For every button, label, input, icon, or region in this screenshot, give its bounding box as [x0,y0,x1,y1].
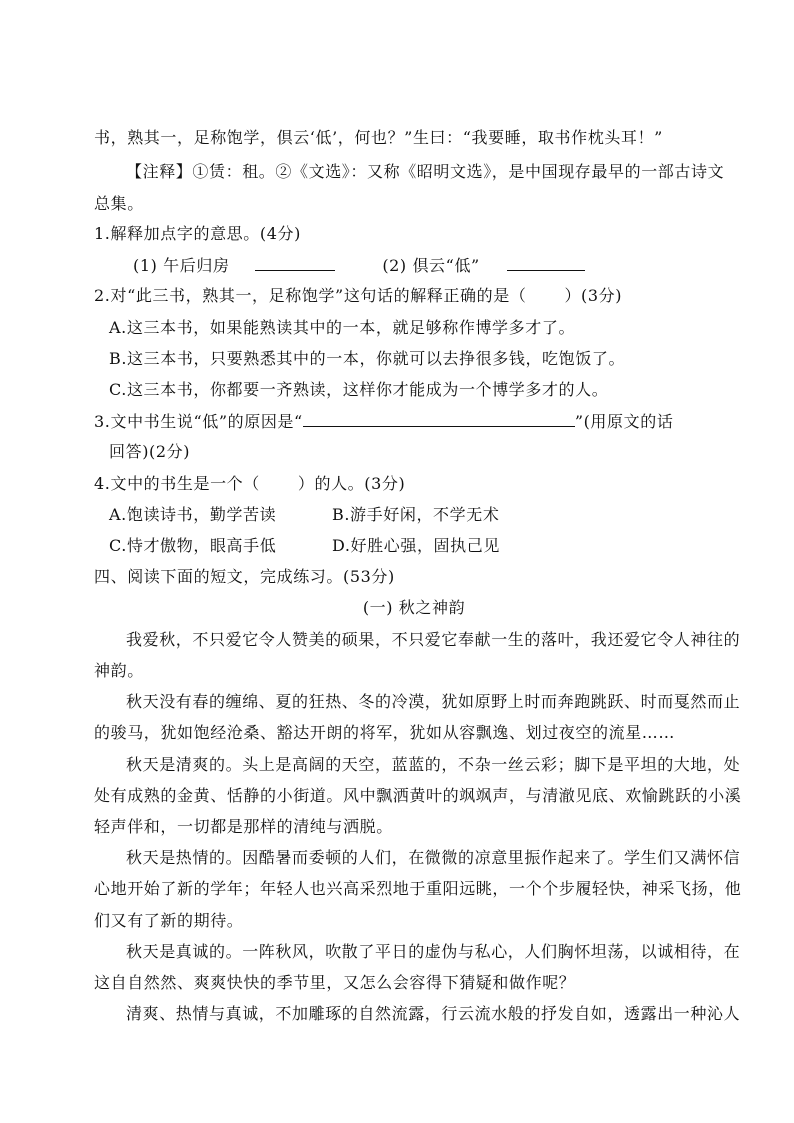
answer-blank[interactable] [255,255,335,271]
paragraph-line: 秋天是清爽的。头上是高阔的天空，蓝蓝的，不杂一丝云彩；脚下是平坦的大地，处 [126,755,741,774]
paragraph-line: 神韵。 [94,661,144,680]
paragraph-line: 们又有了新的期待。 [94,911,244,930]
paragraph-line: 秋天没有春的缠绵、夏的狂热、冬的冷漠，犹如原野上时而奔跑跳跃、时而戛然而止 [126,692,741,711]
question-2-stem-text: 2.对“此三书，熟其一，足称饱学”这句话的解释正确的是（ [94,286,527,305]
answer-blank[interactable] [507,255,585,271]
paragraph-line: 心地开始了新的学年；年轻人也兴高采烈地于重阳远眺，一个个步履轻快，神采飞扬，他 [94,879,742,898]
question-4-row-1 [109,505,734,525]
question-4-option-b[interactable]: B.游手好闲，不学无术 [332,505,500,524]
question-1-item-1: (1) 午后归房 [133,256,230,275]
paragraph-line: 这自自然然、爽爽快快的季节里，又怎么会容得下猜疑和做作呢？ [94,973,576,992]
question-3-stem-end: ”(用原文的话 [574,412,674,431]
question-1-items [133,255,734,276]
note-line: 【注释】①赁：租。②《文选》：又称《昭明文选》，是中国现存最早的一部古诗文 [126,162,725,181]
question-4-stem [94,474,734,494]
question-2-score: ）(3分) [564,286,623,305]
question-3-stem-text: 3.文中书生说“低”的原因是“ [94,412,303,431]
paragraph-line: 轻声伴和，一切都是那样的清纯与洒脱。 [94,817,393,836]
answer-blank[interactable] [303,411,575,427]
question-2-option-b[interactable]: B.这三本书，只要熟悉其中的一本，你就可以去挣很多钱，吃饱饭了。 [109,349,626,368]
question-2-option-c[interactable]: C.这三本书，你都要一齐熟读，这样你才能成为一个博学多才的人。 [109,380,609,399]
paragraph-line: 我爱秋，不只爱它令人赞美的硕果，不只爱它奉献一生的落叶，我还爱它令人神往的 [126,630,741,649]
paragraph-line: 秋天是真诚的。一阵秋风，吹散了平日的虚伪与私心，人们胸怀坦荡，以诚相待，在 [126,942,741,961]
paragraph-line: 清爽、热情与真诚，不加雕琢的自然流露，行云流水般的抒发自如，透露出一种沁人 [126,1004,741,1023]
question-3-line2: 回答)(2分) [109,442,191,461]
question-2-stem [94,286,734,306]
section-4-heading: 四、阅读下面的短文，完成练习。(53分) [94,567,395,586]
paragraph-line: 秋天是热情的。因酷暑而委顿的人们，在微微的凉意里振作起来了。学生们又满怀信 [126,848,741,867]
question-4-option-a[interactable]: A.饱读诗书，勤学苦读 [109,505,277,524]
classical-text-line: 书，熟其一，足称饱学，倶云‘低’，何也？”生曰：“我要睡，取书作枕头耳！” [94,128,663,147]
question-1-item-2: (2) 倶云“低” [382,256,480,275]
paragraph-line: 处有成熟的金黄、恬静的小街道。风中飘洒黄叶的飒飒声，与清澈见底、欢愉跳跃的小溪 [94,786,742,805]
question-2-option-a[interactable]: A.这三本书，如果能熟读其中的一本，就足够称作博学多才了。 [109,318,576,337]
question-4-stem-text: 4.文中的书生是一个（ [94,474,260,493]
note-line: 总集。 [94,194,144,213]
question-4-row-2 [109,536,734,556]
question-3-stem [94,411,734,432]
question-1-stem: 1.解释加点字的意思。(4分) [94,224,301,243]
question-4-option-d[interactable]: D.好胜心强，固执己见 [332,536,500,555]
question-4-score: ）的人。(3分) [297,474,406,493]
question-4-option-c[interactable]: C.恃才傲物，眼高手低 [109,536,277,555]
passage-title: (一) 秋之神韵 [362,598,466,617]
paragraph-line: 的骏马，犹如饱经沧桑、豁达开朗的将军，犹如从容飘逸、划过夜空的流星…… [94,723,676,742]
